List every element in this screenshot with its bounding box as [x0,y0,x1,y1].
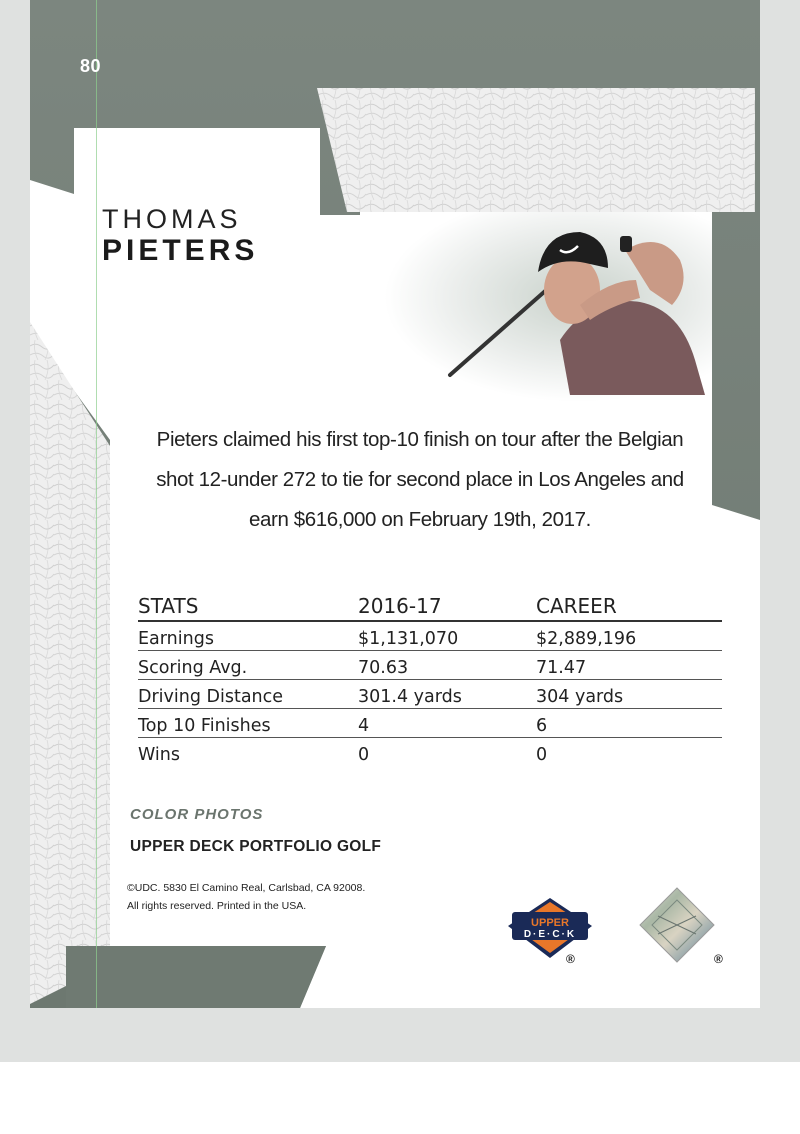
logo-upper-text: UPPER [531,917,569,929]
stat-season: 0 [358,745,370,765]
upper-deck-logo [506,896,594,960]
logo-deck-text: D·E·C·K [523,929,577,940]
table-row [138,738,722,766]
scan-edge-line [96,0,97,1008]
legal-text [127,879,365,915]
hologram-sticker [638,886,716,964]
stat-label: Scoring Avg. [138,658,248,678]
table-row [138,651,722,680]
stat-season: $1,131,070 [358,629,459,649]
stat-career: $2,889,196 [536,629,637,649]
top-leather-panel [317,88,755,212]
stat-career: 6 [536,716,548,736]
stat-season: 301.4 yards [358,687,462,707]
player-last-name: PIETERS [102,234,259,267]
golfer-photo [440,210,720,410]
stat-label: Top 10 Finishes [138,716,271,736]
table-row [138,680,722,709]
stat-career: 0 [536,745,548,765]
trading-card-back [30,0,760,1008]
color-photos-label: COLOR PHOTOS [130,806,264,823]
registered-mark: ® [566,952,575,966]
card-number: 80 [80,56,102,76]
stats-header-season: 2016-17 [358,594,442,618]
stat-label: Wins [138,745,180,765]
table-row [138,709,722,738]
stats-header-row [138,590,722,622]
stat-label: Driving Distance [138,687,284,707]
stat-career: 304 yards [536,687,624,707]
left-leather-strip [30,322,110,1004]
stats-table [138,590,722,766]
stat-career: 71.47 [536,658,587,678]
player-first-name: THOMAS [102,204,242,234]
set-name: UPPER DECK PORTFOLIO GOLF [130,838,382,855]
table-row [138,622,722,651]
stat-season: 4 [358,716,370,736]
player-bio: Pieters claimed his first top-10 finish on tour after the Belgian shot 12-under 272 to tie for second place in Los Angeles and earn $616,000 on February 19th, 2017. [156,428,684,531]
bottom-gray-block [66,946,326,1008]
stats-header-career: CAREER [536,594,617,618]
stats-header-stats: STATS [138,594,199,618]
stat-label: Earnings [138,629,214,649]
stat-season: 70.63 [358,658,409,678]
legal-line-2: All rights reserved. Printed in the USA. [127,900,307,912]
registered-mark-2: ® [714,952,723,966]
legal-line-1: ©UDC. 5830 El Camino Real, Carlsbad, CA 92008. [127,882,366,894]
